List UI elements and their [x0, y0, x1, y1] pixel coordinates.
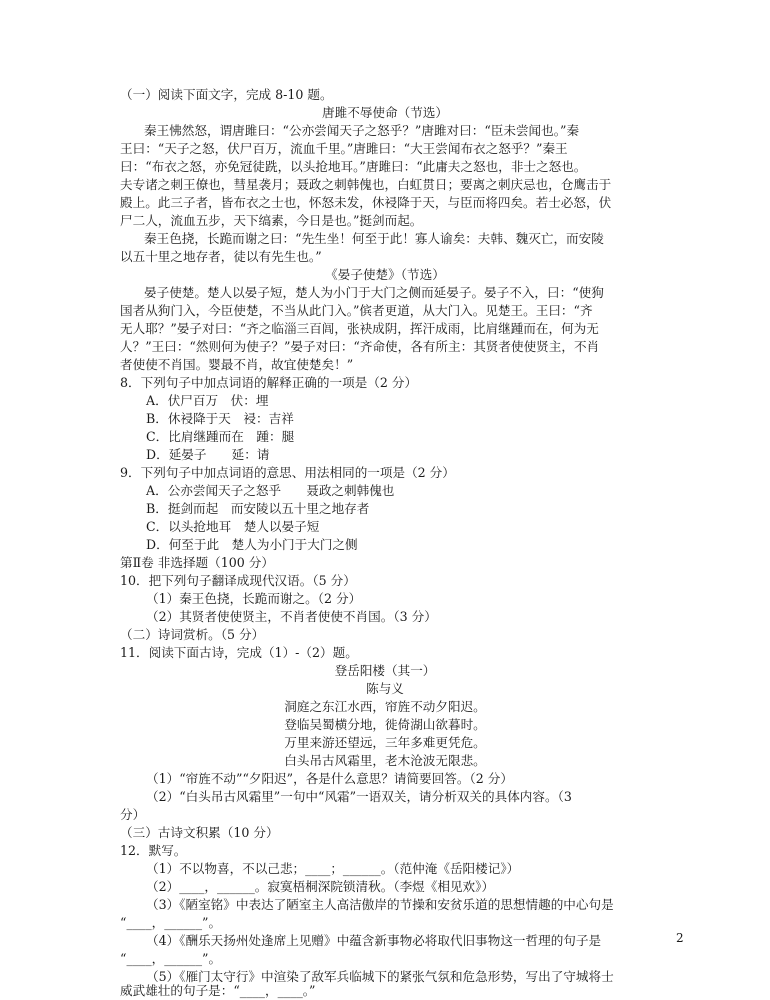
- section-three-heading: （三）古诗文积累（10 分）: [120, 825, 279, 840]
- sub-question: （2）“白头吊古风霜里”一句中“风霜”一语双关，请分析双关的具体内容。（3: [146, 789, 572, 804]
- passage-line: 曰：“布衣之怒，亦免冠徒跣，以头抢地耳。”唐雎曰：“此庸夫之怒也，非士之怒也。: [120, 159, 587, 174]
- passage-line: 人？”王曰：“然则何为使子？”晏子对曰：“齐命使，各有所主：其贤者使使贤主，不肖: [120, 339, 600, 354]
- passage-line: 晏子使楚。楚人以晏子短，楚人为小门于大门之侧而延晏子。晏子不入，曰：“使狗: [144, 285, 604, 300]
- option-line: C．比肩继踵而在 踵：腿: [146, 429, 295, 444]
- fill-blank-continuation: “____，______”。: [120, 951, 222, 966]
- option-line: A．公亦尝闻天子之怒乎 聂政之刺韩傀也: [146, 483, 395, 498]
- section-one-heading: （一）阅读下面文字，完成 8-10 题。: [120, 87, 333, 102]
- section-two-heading: （二）诗词赏析。（5 分）: [120, 627, 265, 642]
- fill-blank-continuation: 威武雄壮的句子是：“____，____。”: [120, 983, 316, 998]
- question-11: 11．阅读下面古诗，完成（1）-（2）题。: [120, 645, 358, 660]
- poem-line: 万里来游还望远，三年多难更凭危。: [284, 735, 486, 750]
- part-two-heading: 第Ⅱ卷 非选择题（100 分）: [120, 555, 274, 570]
- option-line: D．何至于此 楚人为小门于大门之侧: [146, 537, 358, 552]
- page-number: 2: [676, 931, 684, 945]
- sub-question: （1）“帘旌不动”“夕阳迟”，各是什么意思？请简要回答。（2 分）: [146, 771, 513, 786]
- question-12: 12．默写。: [120, 843, 187, 858]
- passage-title-tangju: 唐雎不辱使命（节选）: [322, 105, 448, 120]
- poem-title: 登岳阳楼（其一）: [334, 663, 436, 678]
- passage-title-yanzi: 《晏子使楚》（节选）: [325, 267, 445, 282]
- sub-question: （2）其贤者使使贤主，不肖者使使不肖国。（3 分）: [146, 609, 437, 624]
- question-10: 10．把下列句子翻译成现代汉语。（5 分）: [120, 573, 356, 588]
- poem-line: 登临吴蜀横分地，徙倚湖山欲暮时。: [284, 717, 486, 732]
- fill-blank-item: （4）《酬乐天扬州处逢席上见赠》中蕴含新事物必将取代旧事物这一哲理的句子是: [146, 933, 602, 948]
- option-line: D．延晏子 延：请: [146, 447, 270, 462]
- passage-line: 者使使不肖国。婴最不肖，故宜使楚矣！”: [120, 357, 354, 372]
- question-9: 9．下列句子中加点词语的意思、用法相同的一项是（2 分）: [120, 465, 455, 480]
- passage-line: 国者从狗门入，今臣使楚，不当从此门入。”傧者更道，从大门入。见楚王。王曰：“齐: [120, 303, 593, 318]
- passage-line: 以五十里之地存者，徒以有先生也。”: [120, 249, 322, 264]
- passage-line: 无人耶？”晏子对曰：“齐之临淄三百闾，张袂成阴，挥汗成雨，比肩继踵而在，何为无: [120, 321, 599, 336]
- passage-line: 秦王色挠，长跪而谢之曰：“先生坐！何至于此！寡人谕矣：夫韩、魏灭亡，而安陵: [144, 231, 604, 246]
- question-8: 8．下列句子中加点词语的解释正确的一项是（2 分）: [120, 375, 418, 390]
- passage-line: 殿上。此三子者，皆布衣之士也，怀怒未发，休祲降于天，与臣而将四矣。若士必怒，伏: [120, 195, 612, 210]
- option-line: A．伏尸百万 伏：埋: [146, 393, 269, 408]
- passage-line: 王曰：“天子之怒，伏尸百万，流血千里。”唐雎曰：“大王尝闻布衣之怒乎？”秦王: [120, 141, 568, 156]
- option-line: C．以头抢地耳 楚人以晏子短: [146, 519, 320, 534]
- option-line: B．挺剑而起 而安陵以五十里之地存者: [146, 501, 370, 516]
- poem-line: 白头吊古风霜里，老木沧波无限悲。: [284, 753, 486, 768]
- passage-line: 秦王怫然怒，谓唐雎曰：“公亦尝闻天子之怒乎？”唐雎对曰：“臣未尝闻也。”秦: [144, 123, 580, 138]
- poem-author: 陈与义: [366, 681, 404, 696]
- sub-question: （1）秦王色挠，长跪而谢之。（2 分）: [146, 591, 362, 606]
- fill-blank-item: （5）《雁门太守行》中渲染了敌军兵临城下的紧张气氛和危急形势，写出了守城将士: [146, 969, 614, 984]
- fill-blank-continuation: “____，______”。: [120, 915, 222, 930]
- fill-blank-item: （1）不以物喜，不以己悲；____；______。（范仲淹《岳阳楼记》）: [146, 861, 520, 876]
- fill-blank-item: （2）____，______。寂寞梧桐深院锁清秋。（李煜《相见欢》）: [146, 879, 495, 894]
- passage-line: 尸二人，流血五步，天下缟素，今日是也。”挺剑而起。: [120, 213, 423, 228]
- passage-line: 夫专诸之刺王僚也，彗星袭月；聂政之刺韩傀也，白虹贯日；要离之刺庆忌也，仓鹰击于: [120, 177, 612, 192]
- fill-blank-item: （3）《陋室铭》中表达了陋室主人高洁傲岸的节操和安贫乐道的思想情趣的中心句是: [146, 897, 614, 912]
- poem-line: 洞庭之东江水西，帘旌不动夕阳迟。: [284, 699, 486, 714]
- option-line: B．休祲降于天 祲：吉祥: [146, 411, 294, 426]
- sub-question-continuation: 分）: [120, 807, 146, 822]
